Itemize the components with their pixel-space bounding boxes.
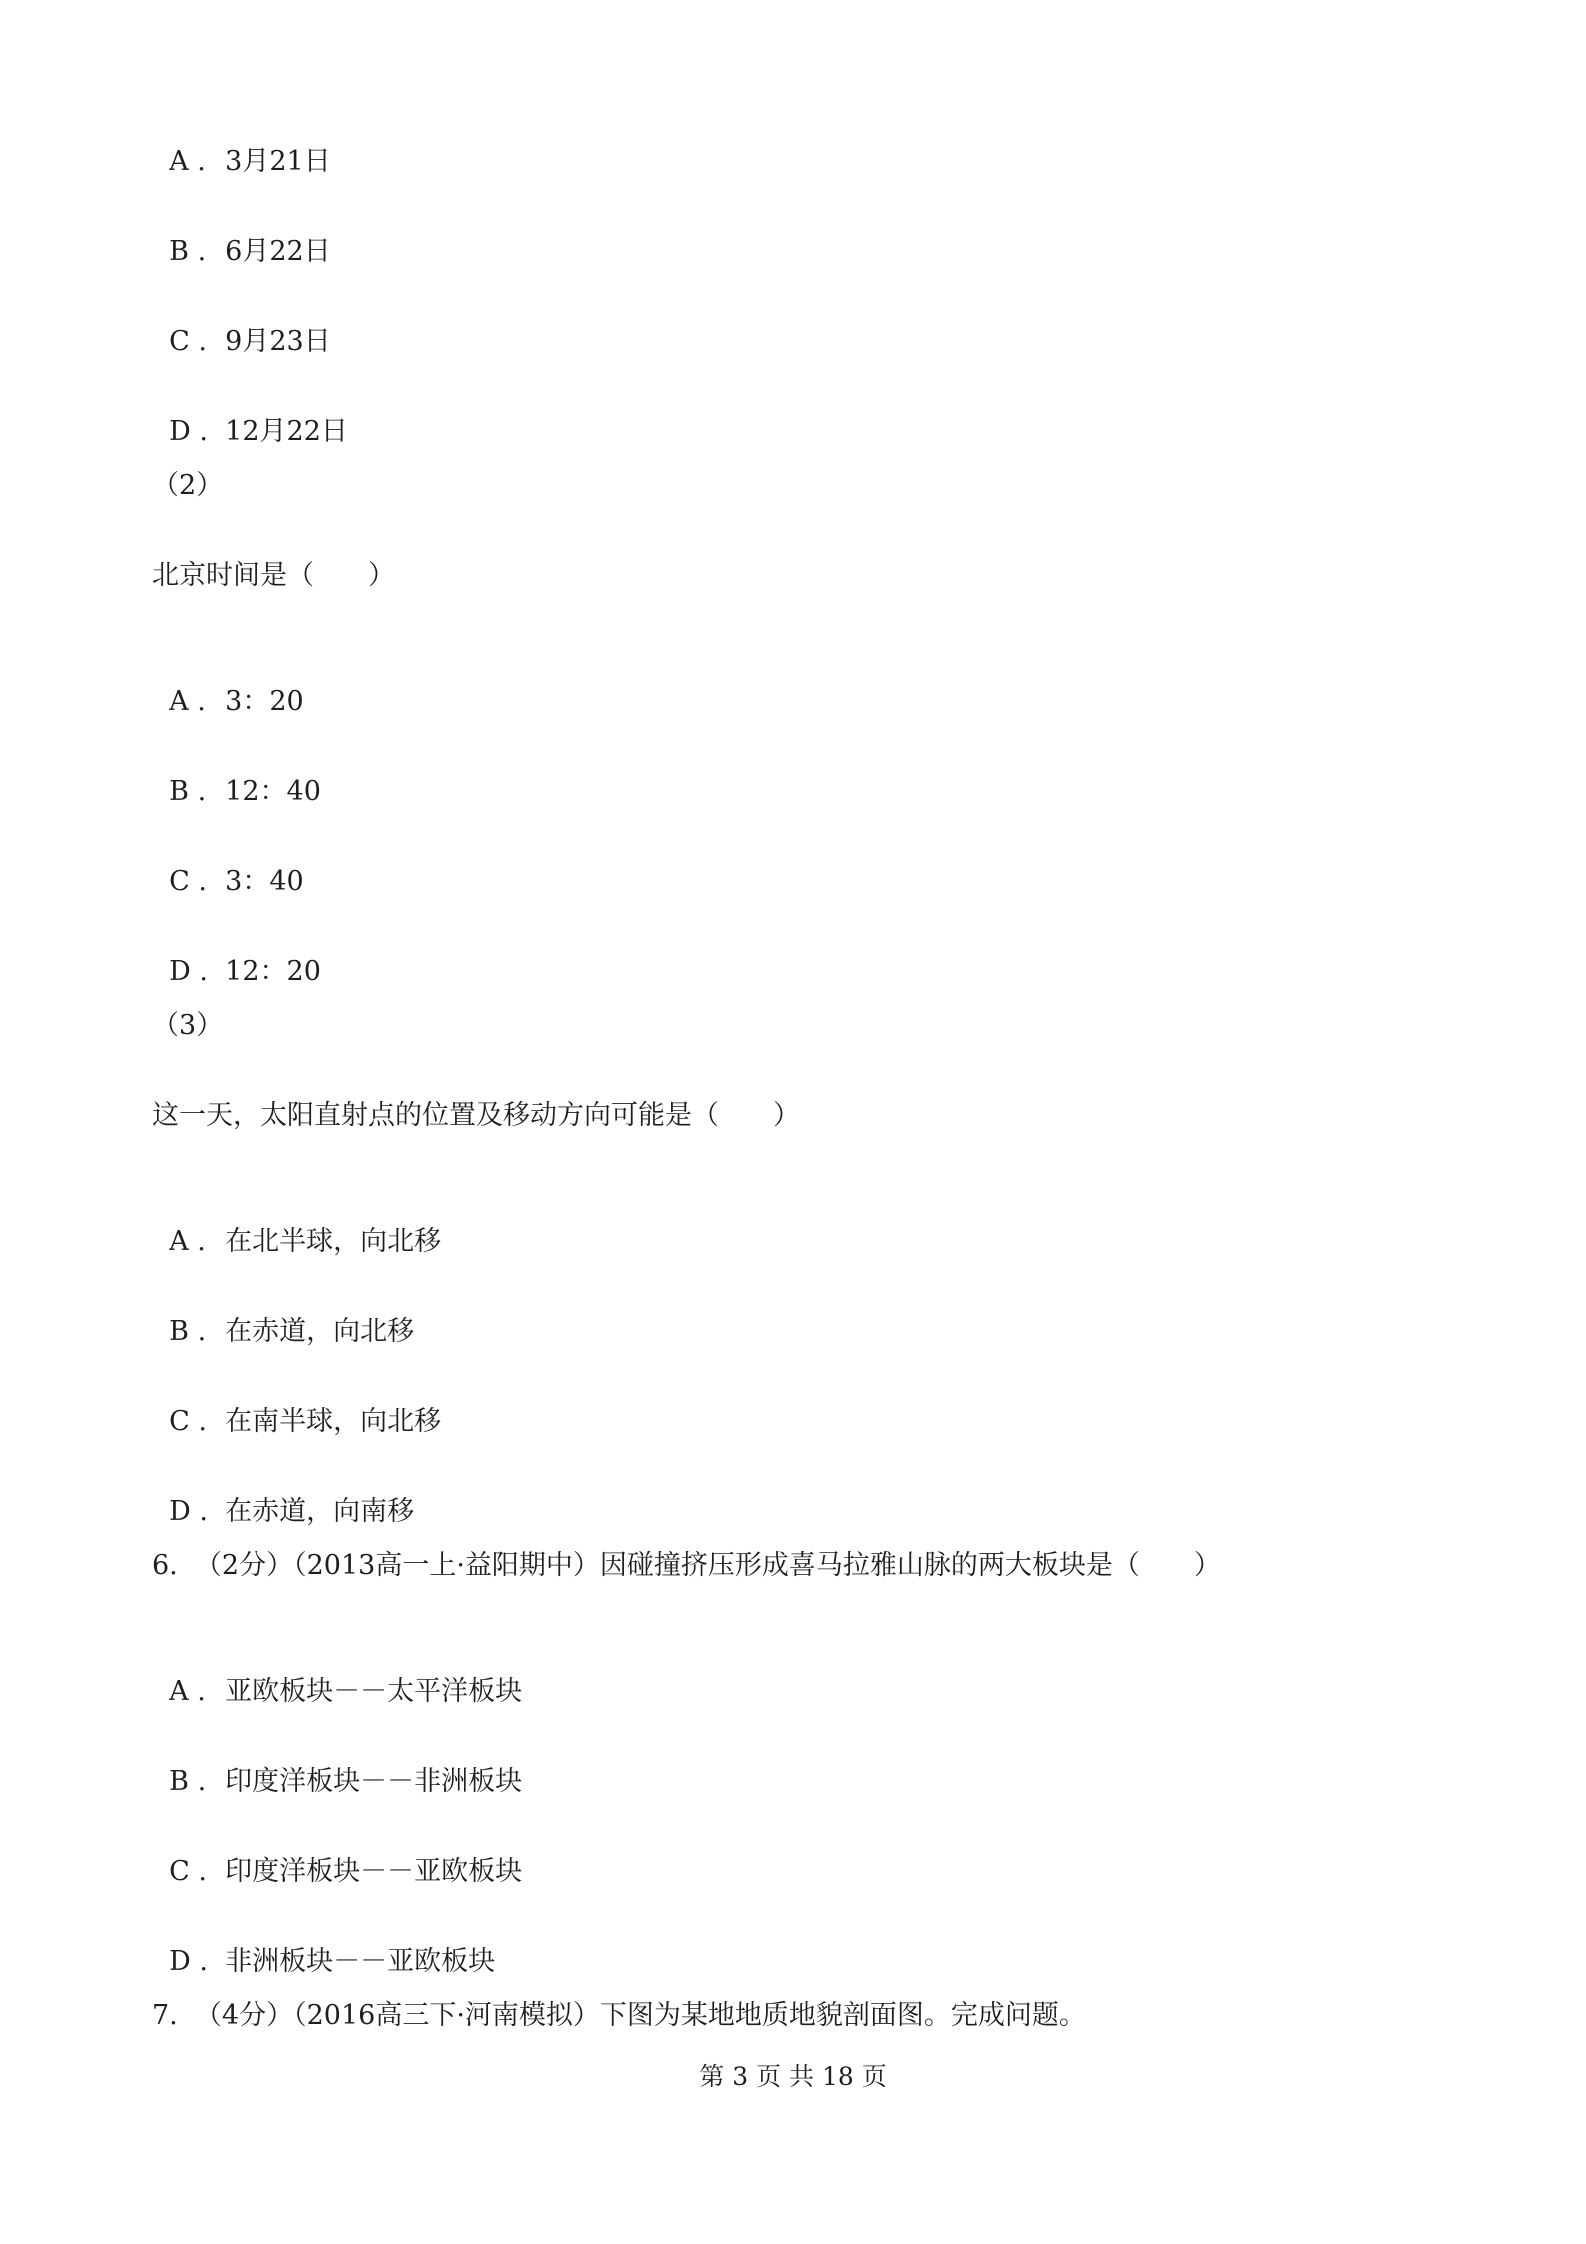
option-letter: B . bbox=[169, 776, 207, 807]
option-letter: A . bbox=[169, 146, 206, 177]
question-6-stem: 6. （2分）（2013高一上·益阳期中）因碰撞挤压形成喜马拉雅山脉的两大板块是（ ） bbox=[152, 1550, 1221, 1581]
subquestion-label: （3） bbox=[152, 1010, 224, 1041]
option-a bbox=[152, 1638, 522, 1710]
option-b bbox=[152, 198, 331, 270]
option-text: 在南半球，向北移 bbox=[225, 1406, 442, 1437]
option-b bbox=[152, 738, 321, 810]
option-text: 非洲板块－－亚欧板块 bbox=[225, 1946, 496, 1977]
option-letter: A . bbox=[169, 1226, 206, 1257]
option-a bbox=[152, 108, 331, 180]
option-letter: D . bbox=[169, 1946, 208, 1977]
option-text: 3月21日 bbox=[225, 146, 331, 177]
option-letter: B . bbox=[169, 236, 207, 267]
option-letter: C . bbox=[169, 1856, 207, 1887]
option-letter: B . bbox=[169, 1766, 207, 1797]
option-text: 12月22日 bbox=[225, 416, 348, 447]
option-letter: D . bbox=[169, 1496, 208, 1527]
option-letter: B . bbox=[169, 1316, 207, 1347]
option-letter: A . bbox=[169, 686, 206, 717]
option-letter: C . bbox=[169, 1406, 207, 1437]
option-letter: C . bbox=[169, 866, 207, 897]
option-text: 9月23日 bbox=[225, 326, 331, 357]
option-letter: D . bbox=[169, 956, 208, 987]
subquestion-label: （2） bbox=[152, 470, 224, 501]
question-stem: 这一天，太阳直射点的位置及移动方向可能是（ ） bbox=[152, 1100, 800, 1131]
option-b bbox=[152, 1278, 414, 1350]
option-a bbox=[152, 1188, 441, 1260]
option-text: 3：40 bbox=[225, 866, 304, 897]
option-text: 在北半球，向北移 bbox=[225, 1226, 442, 1257]
option-text: 印度洋板块－－非洲板块 bbox=[225, 1766, 523, 1797]
option-d bbox=[152, 378, 348, 450]
option-letter: A . bbox=[169, 1676, 206, 1707]
question-7-stem: 7. （4分）（2016高三下·河南模拟）下图为某地地质地貌剖面图。完成问题。 bbox=[152, 2000, 1086, 2031]
option-text: 印度洋板块－－亚欧板块 bbox=[225, 1856, 523, 1887]
option-c bbox=[152, 288, 331, 360]
option-letter: C . bbox=[169, 326, 207, 357]
option-a bbox=[152, 648, 304, 720]
option-d bbox=[152, 1458, 414, 1530]
option-d bbox=[152, 918, 321, 990]
option-c bbox=[152, 1368, 441, 1440]
option-c bbox=[152, 828, 304, 900]
option-text: 在赤道，向南移 bbox=[225, 1496, 415, 1527]
page-number-footer: 第 3 页 共 18 页 bbox=[699, 2062, 887, 2091]
option-d bbox=[152, 1908, 495, 1980]
option-c bbox=[152, 1818, 522, 1890]
option-b bbox=[152, 1728, 522, 1800]
option-text: 3：20 bbox=[225, 686, 304, 717]
option-text: 6月22日 bbox=[225, 236, 331, 267]
question-stem: 北京时间是（ ） bbox=[152, 560, 395, 591]
option-text: 在赤道，向北移 bbox=[225, 1316, 415, 1347]
option-letter: D . bbox=[169, 416, 208, 447]
option-text: 12：20 bbox=[225, 956, 321, 987]
option-text: 12：40 bbox=[225, 776, 321, 807]
option-text: 亚欧板块－－太平洋板块 bbox=[225, 1676, 523, 1707]
